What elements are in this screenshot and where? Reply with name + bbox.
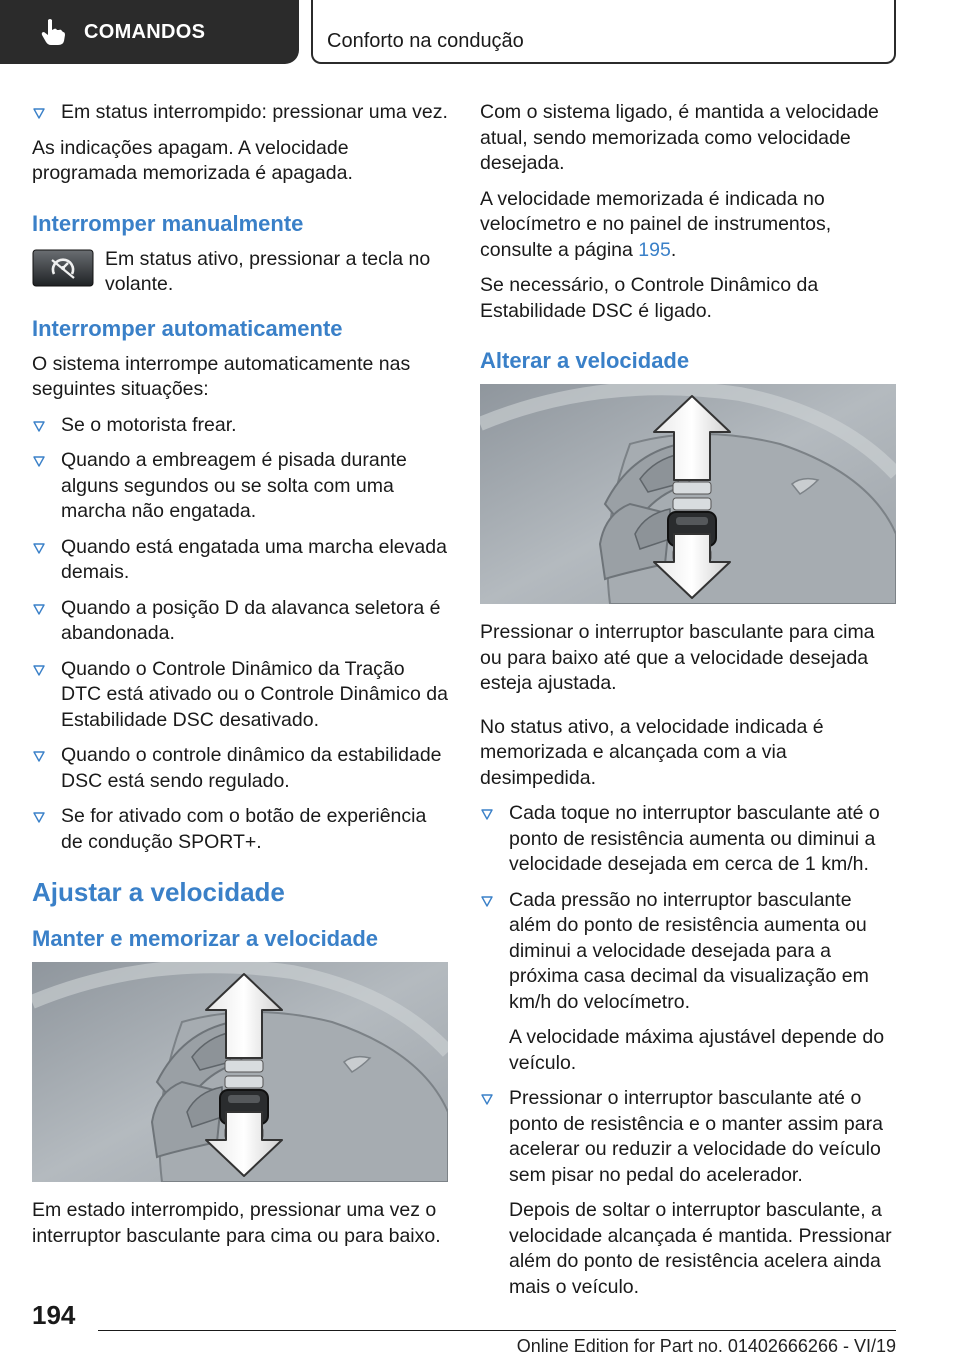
triangle-bullet-icon [33,751,45,762]
paragraph: O sistema interrompe automaticamente nas seguintes situações: [32,352,411,400]
chapter-title: Conforto na condução [327,30,524,52]
triangle-bullet-icon [481,896,493,907]
list-item: Cada toque no interruptor basculante até o ponto de resistência aumenta ou diminui a velocidade desejada em cerca de 1 km/h. [480,801,896,878]
paragraph: No status ativo, a velocidade indicada é memorizada e alcançada com a via desimpedida. [480,715,824,789]
list-item: Quando está engatada uma marcha elevada demais. [32,535,448,586]
list-item: Quando o Controle Dinâmico da Tração DTC está ativado ou o Controle Dinâmico da Estabilidade DSC desativado. [32,657,448,734]
section-heading: Interromper automaticamente [32,315,343,341]
right-column [480,100,896,1310]
section-heading: Alterar a velocidade [480,348,690,373]
triangle-bullet-icon [33,604,45,615]
paragraph: Com o sistema ligado, é mantida a velocidade atual, sendo memorizada como velocidade desejada. [480,101,879,174]
section-tab [0,0,299,64]
page-reference-link[interactable]: 195 [638,238,671,261]
edition-info: Online Edition for Part no. 01402666266 - VI/19 [516,1336,896,1356]
manual-instruction [32,247,448,298]
footer-divider [98,1330,896,1331]
paragraph: Pressionar o interruptor basculante para cima ou para baixo até que a velocidade desejada esteja ajustada. [480,621,875,694]
triangle-bullet-icon [33,665,45,676]
section-heading: Interromper manualmente [32,210,304,236]
section-heading: Manter e memorizar a velocidade [32,926,379,951]
triangle-bullet-icon [33,543,45,554]
list-item-note: Depois de soltar o interruptor basculante, a velocidade alcançada é mantida. Pressionar além do ponto de resistência acelera ainda mais o veículo. [509,1199,892,1298]
chapter-tab [311,0,896,64]
image-caption: Em estado interrompido, pressionar uma vez o interruptor basculante para cima ou para baixo. [32,1199,441,1247]
list-item: Em status interrompido: pressionar uma vez. [32,100,448,126]
paragraph: Se necessário, o Controle Dinâmico da Estabilidade DSC é ligado. [480,274,819,322]
steering-wheel-rocker-switch-image [32,962,448,1182]
page-number: 194 [32,1300,76,1330]
chapter-heading: Ajustar a velocidade [32,877,285,907]
list-item: Quando a posição D da alavanca seletora é abandonada. [32,596,448,647]
paragraph: A velocidade memorizada é indicada no velocímetro e no painel de instrumentos, consulte a página 195. [480,187,832,261]
list-item-note: A velocidade máxima ajustável depende do veículo. [509,1026,885,1074]
list-item: Se for ativado com o botão de experiência de condução SPORT+. [32,804,448,855]
triangle-bullet-icon [33,812,45,823]
triangle-bullet-icon [481,1094,493,1105]
section-title: COMANDOS [84,20,206,43]
paragraph: As indicações apagam. A velocidade programada memorizada é apagada. [32,136,353,184]
list-item: Cada pressão no interruptor basculante além do ponto de resistência aumenta ou diminui a velocidade desejada para a próxima casa decimal da visualização em km/h do velocímetro. [480,888,896,1016]
triangle-bullet-icon [33,421,45,432]
list-item: Quando o controle dinâmico da estabilidade DSC está sendo regulado. [32,743,448,794]
paragraph: Em status ativo, pressionar a tecla no volante. [105,247,431,295]
hand-pointer-icon [40,18,66,46]
page-header [0,0,960,66]
steering-wheel-button-icon [32,249,94,287]
list-item: Pressionar o interruptor basculante até o ponto de resistência e o manter assim para acelerar ou reduzir a velocidade do veículo sem pisar no pedal do acelerador. [480,1086,896,1188]
triangle-bullet-icon [33,456,45,467]
list-item: Quando a embreagem é pisada durante alguns segundos ou se solta com uma marcha não engatada. [32,448,448,525]
steering-wheel-rocker-switch-image [480,384,896,604]
list-item: Se o motorista frear. [32,413,448,439]
triangle-bullet-icon [481,809,493,820]
left-column [32,100,448,1259]
triangle-bullet-icon [33,108,45,119]
